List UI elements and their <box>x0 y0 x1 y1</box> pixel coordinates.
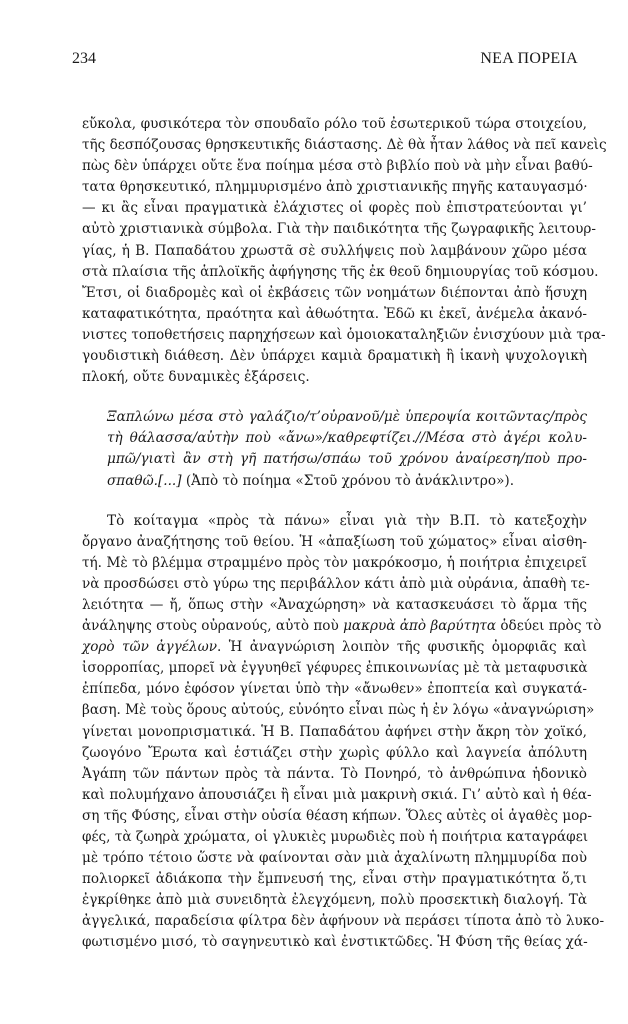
text-line <box>107 428 587 449</box>
text-segment: ἀγγελικά, παραδείσια φίλτρα δὲν ἀφήνουν νὰ περάσει τίποτα ἀπὸ τὸ λυκο- <box>82 913 605 930</box>
text-segment: γίας, ἡ Β. Παπαδάτου χρωστᾶ σὲ συλλήψεις ποὺ λαμβάνουν χῶρο μέσα <box>82 242 587 259</box>
text-line <box>107 449 587 470</box>
text-segment: (Ἀπὸ τὸ ποίημα «Στοῦ χρόνου τὸ ἀνάκλιντρο»). <box>181 472 515 489</box>
paragraph-main <box>82 511 605 954</box>
page-number: 234 <box>72 50 96 67</box>
text-line <box>82 764 587 785</box>
text-segment: — κι ἂς εἶναι πραγματικὰ ἐλάχιστες οἱ φορὲς ποὺ ἐπιστρατεύονται γι’ <box>82 200 587 217</box>
text-line <box>82 574 590 595</box>
text-line <box>82 367 587 388</box>
text-line <box>82 177 587 198</box>
text-line <box>82 283 587 304</box>
text-line <box>82 700 595 721</box>
text-line <box>82 658 587 679</box>
italic-text-segment: σπαθῶ.[...] <box>107 472 182 489</box>
text-line <box>82 219 596 240</box>
text-line <box>82 848 587 869</box>
text-segment: φωτισμένο μισό, τὸ σαγηνευτικὸ καὶ ἐνστικτῶδες. Ἡ Φύση τῆς θείας χά- <box>82 934 588 951</box>
text-line <box>82 114 587 135</box>
text-segment: ὄργανο ἀναζήτησης τοῦ θείου. Ἡ «ἀπαξίωση τοῦ χώματος» εἶναι αἰσθη- <box>82 533 587 550</box>
text-segment: Τὸ κοίταγμα «πρὸς τὰ πάνω» εἶναι γιὰ τὴν Β.Π. τὸ κατεξοχὴν <box>107 512 587 529</box>
text-segment: ση τῆς Φύσης, εἶναι στὴν οὐσία θέαση κήπων. Ὅλες αὐτὲς οἱ ἀγαθὲς μορ- <box>82 807 592 824</box>
text-line <box>82 679 587 700</box>
text-segment: πὼς δὲν ὑπάρχει οὔτε ἕνα ποίημα μέσα στὸ βιβλίο ποὺ νὰ μὴν εἶναι βαθύ- <box>82 158 593 175</box>
text-segment: ζωογόνο Ἔρωτα καὶ ἑστιάζει στὴν χωρὶς φύλλο καὶ λαγνεία ἀπόλυτη <box>82 744 587 761</box>
text-segment: λειότητα — ἤ, ὅπως στὴν «Ἀναχώρηση» νὰ κατασκευάσει τὸ ἅρμα τῆς <box>82 596 587 613</box>
text-line <box>107 407 587 428</box>
text-segment: ἐπίπεδα, μόνο ἐφόσον γίνεται ὑπὸ τὴν «ἄνωθεν» ἐποπτεία καὶ συγκατά- <box>82 681 587 698</box>
text-segment: . Ἡ ἀναγνώριση λοιπὸν τῆς φυσικῆς ὀμορφιᾶς καὶ <box>217 639 587 656</box>
text-segment: γίνεται μονοπρισματικά. Ἡ Β. Παπαδάτου ἀφήνει στὴν ἄκρη τὸν χοϊκό, <box>82 723 587 740</box>
text-line <box>82 827 587 848</box>
text-segment: γουδιστικὴ διάθεση. Δὲν ὑπάρχει καμιὰ δραματικὴ ἢ ἱκανὴ ψυχολογικὴ <box>82 348 587 365</box>
text-segment: μὲ τρόπο τέτοιο ὥστε νὰ φαίνονται σὰν μιὰ ἀχαλίνωτη πλημμυρίδα ποὺ <box>82 850 587 867</box>
text-line <box>82 637 587 658</box>
text-line <box>82 241 587 262</box>
text-segment: τατα θρησκευτικό, πλημμυρισμένο ἀπὸ χριστιανικῆς πηγῆς καταυγασμό· <box>82 179 588 196</box>
text-line <box>82 785 592 806</box>
text-segment: νιστες τοποθετήσεις παρηχήσεων καὶ ὁμοιοκαταληξιῶν ἐνισχύουν μιὰ τρα- <box>82 326 606 343</box>
text-line <box>82 325 606 346</box>
text-segment: ἐγκρίθηκε ἀπὸ μιὰ συνειδητὰ ἐλεγχόμενη, πολὺ προσεκτικὴ διαλογή. Τὰ <box>82 892 587 909</box>
text-segment: Ἀγάπη τῶν πάντων πρὸς τὰ πάντα. Τὸ Πονηρό, τὸ ἀνθρώπινα ἡδονικὸ <box>82 765 587 782</box>
text-segment: καταφατικότητα, πραότητα καὶ ἀθωότητα. Ἐδῶ κι ἐκεῖ, ἀνέμελα ἀκανό- <box>82 305 587 322</box>
text-line <box>82 743 587 764</box>
body-text <box>82 114 607 954</box>
italic-text-segment: μακρυὰ ἀπὸ βαρύτητα <box>343 618 497 635</box>
text-line <box>82 346 587 367</box>
text-segment: Ἔτσι, οἱ διαδρομὲς καὶ οἱ ἐκβάσεις τῶν νοημάτων διέπονται ἀπὸ ἥσυχη <box>82 284 587 301</box>
text-line <box>82 553 587 574</box>
text-line <box>107 471 587 492</box>
text-line <box>82 304 587 325</box>
text-segment: νὰ προσδώσει στὸ γύρω της περιβάλλον κάτι ἀπὸ μιὰ οὐράνια, ἀπαθὴ τε- <box>82 575 590 592</box>
italic-text-segment: τὴ θάλασσα/αὐτὴν ποὺ «ἄνω»/καθρεφτίζει.//Μέσα στὸ ἀγέρι κολυ- <box>107 430 587 447</box>
text-line <box>82 806 592 827</box>
paragraph-gap <box>82 492 587 511</box>
text-line <box>82 616 602 637</box>
running-header <box>72 50 578 72</box>
text-segment: ἰσορροπίας, μπορεῖ νὰ ἐγγυηθεῖ γέφυρες ἐπικοινωνίας μὲ τὰ μεταφυσικὰ <box>82 660 588 677</box>
running-title: ΝΕΑ ΠΟΡΕΙΑ <box>480 50 578 67</box>
text-line <box>82 911 605 932</box>
poem-quotation <box>82 407 587 491</box>
text-line <box>82 198 587 219</box>
text-segment: τή. Μὲ τὸ βλέμμα στραμμένο πρὸς τὸν μακρόκοσμο, ἡ ποιήτρια ἐπιχειρεῖ <box>82 554 587 571</box>
italic-text-segment: μπῶ/γιατὶ ἂν στὴ γῆ πατήσω/σπάω τοῦ χρόνου ἀναίρεση/ποὺ προ- <box>107 451 587 468</box>
text-line <box>82 156 593 177</box>
text-segment: καὶ πολυμήχανο ἀπουσιάζει ἢ εἶναι μιὰ μακρινὴ σκιά. Γι’ αὐτὸ καὶ ἡ θέα- <box>82 786 592 803</box>
text-segment: αὐτὸ χριστιανικὰ σύμβολα. Γιὰ τὴν παιδικότητα τῆς ζωγραφικῆς λειτουρ- <box>82 221 596 238</box>
italic-text-segment: Ξαπλώνω μέσα στὸ γαλάζιο/τ’οὐρανοῦ/μὲ ὑπεροψία κοιτῶντας/πρὸς <box>107 409 587 426</box>
text-segment: βαση. Μὲ τοὺς ὅρους αὐτούς, εὐνόητο εἶναι πὼς ἡ ἐν λόγω «ἀναγνώριση» <box>82 702 595 719</box>
text-line <box>82 932 587 953</box>
text-line <box>82 532 587 553</box>
paragraph-intro <box>82 114 607 388</box>
text-line <box>82 890 587 911</box>
text-line <box>82 511 587 532</box>
text-line <box>82 262 599 283</box>
text-segment: φές, τὰ ζωηρὰ χρώματα, οἱ γλυκιὲς μυρωδιὲς ποὺ ἡ ποιήτρια καταγράφει <box>82 829 589 845</box>
italic-text-segment: χορὸ τῶν ἀγγέλων <box>82 639 218 656</box>
text-segment: πολιορκεῖ ἀδιάκοπα τὴν ἔμπνευσή της, εἶναι στὴν πραγματικότητα ὅ,τι <box>82 871 587 888</box>
text-segment: εὔκολα, φυσικότερα τὸν σπουδαῖο ρόλο τοῦ ἐσωτερικοῦ τώρα στοιχείου, <box>82 116 587 132</box>
text-segment: ὁδεύει πρὸς τὸ <box>496 618 602 635</box>
text-line <box>82 722 587 743</box>
text-line <box>82 135 607 156</box>
text-segment: πλοκή, οὔτε δυναμικὲς ἐξάρσεις. <box>82 369 310 386</box>
text-segment: ἀνάληψης στοὺς οὐρανούς, αὐτὸ ποὺ <box>82 618 344 635</box>
text-line <box>82 869 587 890</box>
text-line <box>82 595 587 616</box>
text-segment: τῆς δεσπόζουσας θρησκευτικῆς διάστασης. Δὲ θὰ ἦταν λάθος νὰ πεῖ κανεὶς <box>82 137 607 154</box>
paragraph-gap <box>82 388 587 407</box>
text-segment: στὰ πλαίσια τῆς ἁπλοϊκῆς ἀφήγησης τῆς ἐκ θεοῦ δημιουργίας τοῦ κόσμου. <box>82 263 599 280</box>
